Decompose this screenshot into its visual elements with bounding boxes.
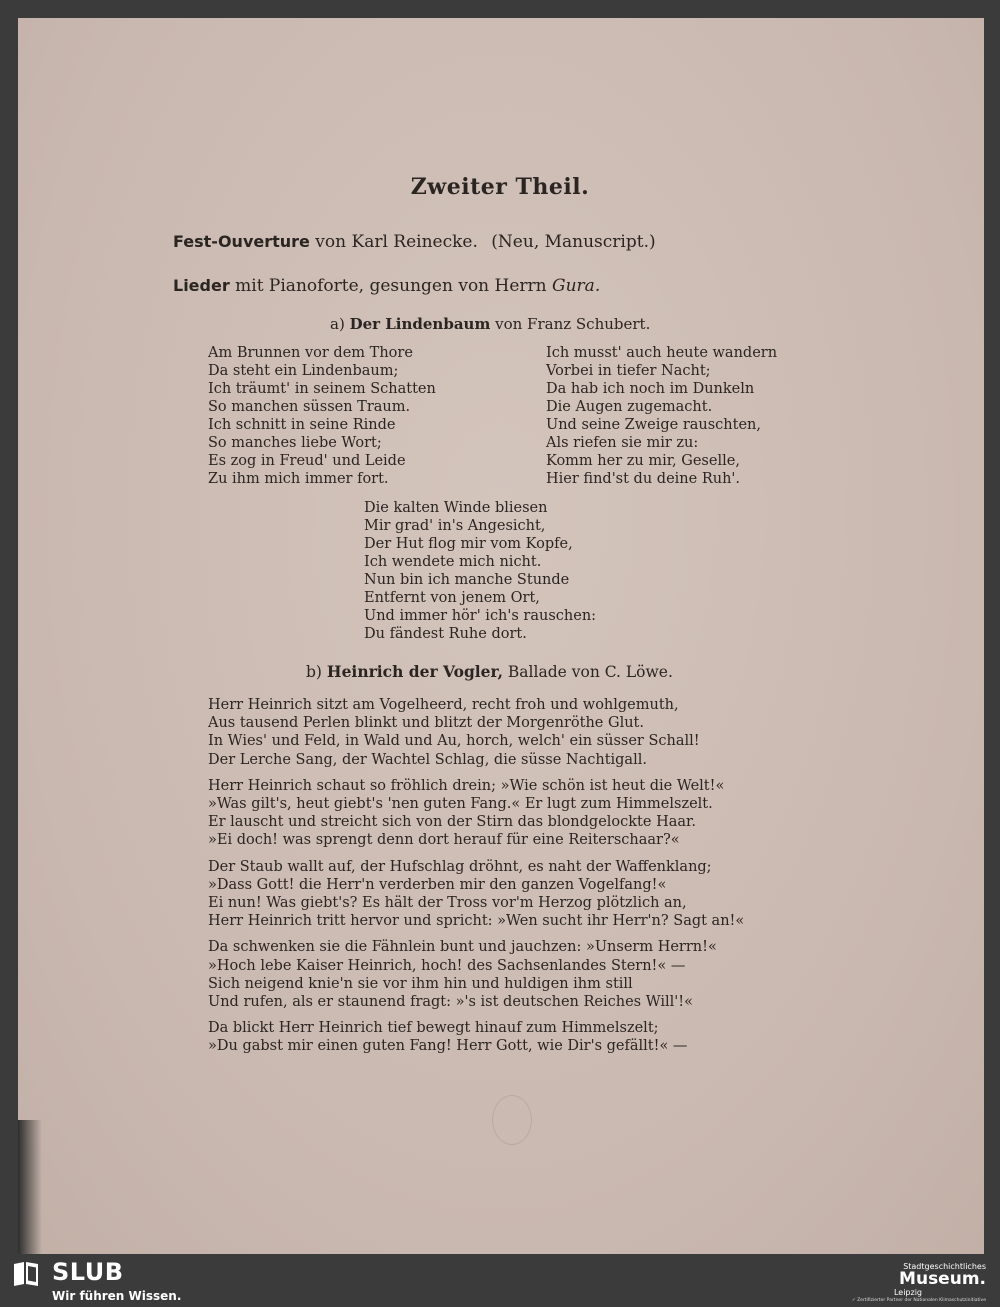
verse-line: Die Augen zugemacht. <box>546 399 713 415</box>
song-a-stanza-3 <box>364 499 596 643</box>
slub-tagline: Wir führen Wissen. <box>52 1289 182 1303</box>
slub-book-icon <box>12 1260 40 1288</box>
footer-bar <box>0 1254 1000 1307</box>
verse-line: Da schwenken sie die Fähnlein bunt und jauchzen: »Unserm Herrn!« <box>208 939 717 956</box>
museum-city: Leipzig <box>893 1288 922 1297</box>
verse-line: Ei nun! Was giebt's? Es hält der Tross vor'm Herzog plötzlich an, <box>208 895 687 912</box>
museum-name[interactable]: Museum. <box>899 1269 986 1289</box>
song-a-composer: von Franz Schubert. <box>495 315 651 333</box>
verse-line: Der Lerche Sang, der Wachtel Schlag, die süsse Nachtigall. <box>208 751 647 768</box>
verse-line: Als riefen sie mir zu: <box>546 435 699 451</box>
verse-line: Herr Heinrich sitzt am Vogelheerd, recht froh und wohlgemuth, <box>208 697 679 713</box>
overture-name: Fest-Ouverture <box>173 232 310 251</box>
ballad-verse-3 <box>208 858 744 931</box>
verse-line: Herr Heinrich schaut so fröhlich drein; »Wie schön ist heut die Welt!« <box>208 777 725 794</box>
verse-line: Sich neigend knie'n sie vor ihm hin und huldigen ihm still <box>208 975 633 992</box>
page-edge-shadow <box>18 1120 42 1254</box>
song-a-heading <box>330 315 650 333</box>
song-b-heading <box>306 662 673 681</box>
song-b-marker: b) <box>306 663 322 681</box>
verse-line: Ich musst' auch heute wandern <box>546 345 778 361</box>
overture-line <box>173 232 656 252</box>
embossed-stamp <box>492 1095 532 1145</box>
verse-line: Zu ihm mich immer fort. <box>208 471 389 487</box>
page-title: Zweiter Theil. <box>410 174 590 200</box>
verse-line: Und rufen, als er staunend fragt: »'s ist deutschen Reiches Will'!« <box>208 994 693 1011</box>
verse-line: Hier find'st du deine Ruh'. <box>546 471 741 487</box>
verse-line: Die kalten Winde bliesen <box>364 500 548 516</box>
song-b-verses <box>208 696 744 1064</box>
ballad-verse-2 <box>208 777 744 850</box>
ballad-verse-1 <box>208 696 744 769</box>
verse-line: Da blickt Herr Heinrich tief bewegt hinauf zum Himmelszelt; <box>208 1020 659 1037</box>
verse-line: Da hab ich noch im Dunkeln <box>546 381 755 397</box>
lieder-line <box>173 276 600 296</box>
verse-line: Er lauscht und streicht sich von der Stirn das blondgelockte Haar. <box>208 814 696 831</box>
verse-line: Ich wendete mich nicht. <box>364 554 542 570</box>
verse-line: So manchen süssen Traum. <box>208 399 411 415</box>
verse-line: »Was gilt's, heut giebt's 'nen guten Fang.« Er lugt zum Himmelszelt. <box>208 796 713 813</box>
verse-line: Herr Heinrich tritt hervor und spricht: »Wen sucht ihr Herr'n? Sagt an!« <box>208 913 745 930</box>
song-b-composer: Ballade von C. Löwe. <box>507 663 673 681</box>
verse-line: Du fändest Ruhe dort. <box>364 626 527 642</box>
verse-line: »Hoch lebe Kaiser Heinrich, hoch! des Sachsenlandes Stern!« — <box>208 957 686 974</box>
verse-line: »Dass Gott! die Herr'n verderben mir den ganzen Vogelfang!« <box>208 876 667 893</box>
museum-note: ✓ Zertifizierter Partner der Nationalen Klimaschutzinitiative <box>851 1298 986 1303</box>
song-a-stanza-2 <box>546 344 777 488</box>
verse-line: Es zog in Freud' und Leide <box>208 453 406 469</box>
verse-line: Nun bin ich manche Stunde <box>364 572 570 588</box>
verse-line: So manches liebe Wort; <box>208 435 382 451</box>
verse-line: Entfernt von jenem Ort, <box>364 590 540 606</box>
song-a-title: Der Lindenbaum <box>349 315 491 333</box>
verse-line: Ich schnitt in seine Rinde <box>208 417 396 433</box>
song-b-title: Heinrich der Vogler, <box>326 662 503 681</box>
verse-line: »Ei doch! was sprengt denn dort herauf für eine Reiterschaar?« <box>208 832 680 849</box>
verse-line: Komm her zu mir, Geselle, <box>546 453 740 469</box>
lieder-text: mit Pianoforte, gesungen von Herrn <box>235 276 547 296</box>
ballad-verse-4 <box>208 938 744 1011</box>
verse-line: Aus tausend Perlen blinkt und blitzt der Morgenröthe Glut. <box>208 715 644 732</box>
ballad-verse-5 <box>208 1019 744 1055</box>
lieder-label: Lieder <box>173 276 230 295</box>
verse-line: Da steht ein Lindenbaum; <box>208 363 399 379</box>
verse-line: Der Hut flog mir vom Kopfe, <box>364 536 573 552</box>
verse-line: Der Staub wallt auf, der Hufschlag dröhnt, es naht der Waffenklang; <box>208 858 712 875</box>
verse-line: Ich träumt' in seinem Schatten <box>208 381 436 397</box>
lieder-singer: Gura. <box>552 276 601 296</box>
song-a-marker: a) <box>330 315 345 333</box>
verse-line: Und immer hör' ich's rauschen: <box>364 608 597 624</box>
verse-line: Vorbei in tiefer Nacht; <box>546 363 711 379</box>
overture-note: (Neu, Manuscript.) <box>491 232 656 252</box>
song-a-stanza-1 <box>208 344 436 488</box>
museum-top: Stadtgeschichtliches <box>903 1262 986 1271</box>
verse-line: In Wies' und Feld, in Wald und Au, horch, welch' ein süsser Schall! <box>208 733 700 750</box>
verse-line: Und seine Zweige rauschten, <box>546 417 761 433</box>
verse-line: Mir grad' in's Angesicht, <box>364 518 546 534</box>
overture-composer: von Karl Reinecke. <box>315 232 478 252</box>
verse-line: Am Brunnen vor dem Thore <box>208 345 413 361</box>
slub-name[interactable]: SLUB <box>52 1258 124 1286</box>
verse-line: »Du gabst mir einen guten Fang! Herr Gott, wie Dir's gefällt!« — <box>208 1038 688 1055</box>
